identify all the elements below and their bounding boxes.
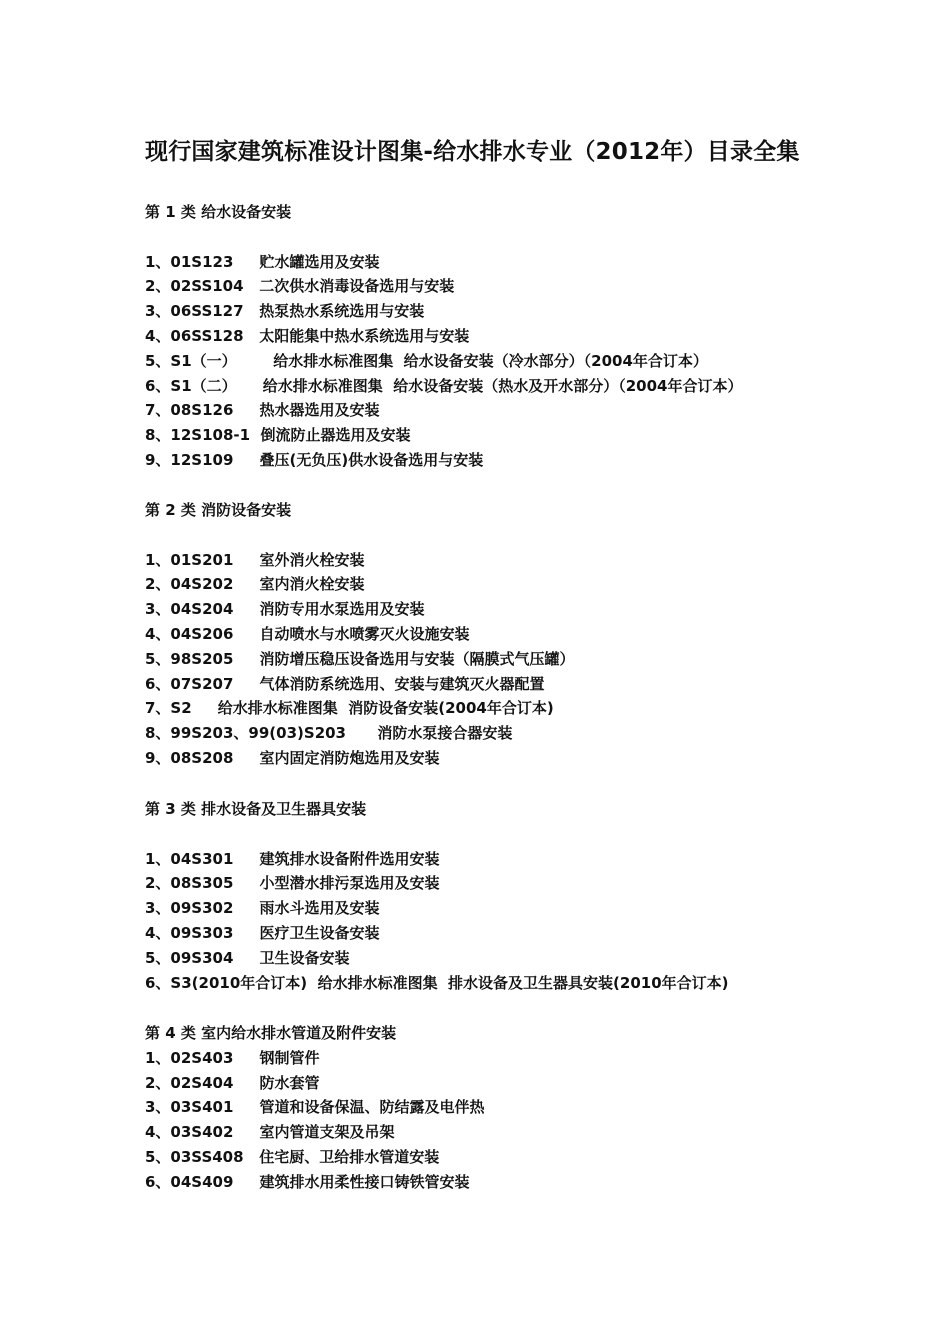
category-section-2: [145, 498, 905, 771]
list-item: 4、03S402 室内管道支架及吊架: [145, 1123, 395, 1142]
category-section-1: [145, 200, 905, 473]
category-heading: 第 1 类 给水设备安装: [145, 203, 292, 221]
list-item: 1、01S123 贮水罐选用及安装: [145, 252, 380, 271]
category-section-4: [145, 1021, 905, 1195]
list-item: 6、04S409 建筑排水用柔性接口铸铁管安装: [145, 1172, 470, 1191]
category-heading: 第 3 类 排水设备及卫生器具安装: [145, 800, 367, 818]
list-item: 4、09S303 医疗卫生设备安装: [145, 923, 380, 942]
list-item: 1、04S301 建筑排水设备附件选用安装: [145, 849, 440, 868]
blank-line: [145, 822, 905, 847]
list-item: 6、07S207 气体消防系统选用、安装与建筑灭火器配置: [145, 674, 545, 693]
list-item: 3、03S401 管道和设备保温、防结露及电伴热: [145, 1098, 485, 1117]
list-item: 5、S1（一） 给水排水标准图集 给水设备安装（冷水部分）（2004年合订本）: [145, 351, 708, 370]
category-heading: 第 4 类 室内给水排水管道及附件安装: [145, 1024, 397, 1042]
list-item: 2、02SS104 二次供水消毒设备选用与安装: [145, 277, 455, 296]
list-item: 2、02S404 防水套管: [145, 1073, 320, 1092]
blank-line: [145, 225, 905, 250]
list-item: 5、98S205 消防增压稳压设备选用与安装（隔膜式气压罐）: [145, 649, 575, 668]
category-section-3: [145, 797, 905, 995]
list-item: 2、08S305 小型潜水排污泵选用及安装: [145, 874, 440, 893]
list-item: 9、08S208 室内固定消防炮选用及安装: [145, 748, 440, 767]
list-item: 2、04S202 室内消火栓安装: [145, 575, 365, 594]
category-heading: 第 2 类 消防设备安装: [145, 501, 292, 519]
list-item: 6、S1（二） 给水排水标准图集 给水设备安装（热水及开水部分）（2004年合订本）: [145, 376, 743, 395]
list-item: 4、04S206 自动喷水与水喷雾灭火设施安装: [145, 624, 470, 643]
list-item: 3、06SS127 热泵热水系统选用与安装: [145, 302, 425, 321]
list-item: 4、06SS128 太阳能集中热水系统选用与安装: [145, 326, 470, 345]
list-item: 3、04S204 消防专用水泵选用及安装: [145, 600, 425, 619]
page-title: 现行国家建筑标准设计图集-给水排水专业（2012年）目录全集: [145, 139, 800, 165]
list-item: 7、S2 给水排水标准图集 消防设备安装(2004年合订本): [145, 699, 554, 718]
list-item: 7、08S126 热水器选用及安装: [145, 401, 380, 420]
list-item: 5、03SS408 住宅厨、卫给排水管道安装: [145, 1147, 440, 1166]
list-item: 5、09S304 卫生设备安装: [145, 948, 350, 967]
list-item: 1、02S403 钢制管件: [145, 1048, 320, 1067]
list-item: 8、12S108-1 倒流防止器选用及安装: [145, 426, 411, 445]
blank-line: [145, 523, 905, 548]
list-item: 1、01S201 室外消火栓安装: [145, 550, 365, 569]
list-item: 8、99S203、99(03)S203 消防水泵接合器安装: [145, 724, 513, 743]
list-item: 3、09S302 雨水斗选用及安装: [145, 899, 380, 918]
list-item: 6、S3(2010年合订本) 给水排水标准图集 排水设备及卫生器具安装(2010年合订本): [145, 973, 729, 992]
list-item: 9、12S109 叠压(无负压)供水设备选用与安装: [145, 450, 484, 469]
